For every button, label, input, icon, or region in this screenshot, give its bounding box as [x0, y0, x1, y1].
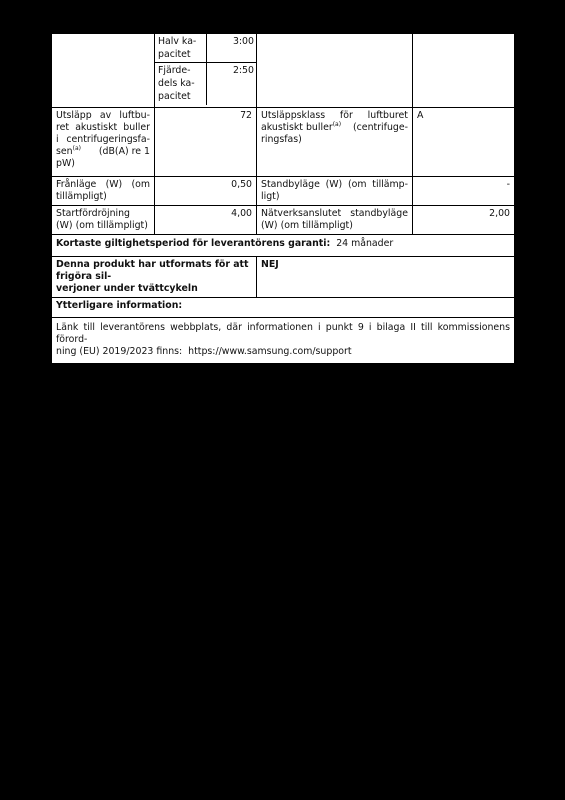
guarantee-cell	[52, 235, 515, 257]
off-mode-value: 0,50	[155, 177, 257, 206]
link-text-line2: ning (EU) 2019/2023 finns:	[56, 346, 183, 357]
capacity-half-label: Halv ka- pacitet	[155, 34, 206, 63]
capacity-half-value: 3:00	[206, 34, 257, 63]
capacity-quarter-value: 2:50	[206, 63, 257, 106]
link-cell	[52, 318, 515, 364]
guarantee-value: 24 månader	[336, 238, 394, 249]
guarantee-label: Kortaste giltighetsperiod för leverantörens garanti:	[56, 238, 331, 249]
delay-start-label: Startfördröjning (W) (om tillämpligt)	[52, 206, 155, 235]
document-sheet	[51, 33, 514, 364]
noise-label: Utsläpp av luftbu- ret akustiskt buller i centrifugeringsfa- sen$^{(a)}$ (dB(A) re 1 pW)	[52, 108, 155, 177]
capacity-row	[52, 34, 515, 108]
noise-class-label: Utsläppsklass för luftburet akustiskt buller$^{(a)}$ (centrifuge- ringsfas)	[257, 108, 413, 177]
off-mode-row	[52, 177, 515, 206]
guarantee-row	[52, 235, 515, 257]
empty-cell	[257, 34, 413, 108]
capacity-quarter-row	[155, 63, 257, 106]
networked-standby-label: Nätverksanslutet standbyläge (W) (om tillämpligt)	[257, 206, 413, 235]
product-info-table	[51, 33, 515, 364]
silver-ions-label: Denna produkt har utformats för att frigöra sil- verjoner under tvättcykeln	[52, 257, 257, 298]
standby-label: Standbyläge (W) (om tillämp- ligt)	[257, 177, 413, 206]
delay-start-row	[52, 206, 515, 235]
capacity-half-row	[155, 34, 257, 63]
capacity-subtable	[155, 34, 257, 105]
empty-cell	[52, 34, 155, 108]
link-row	[52, 318, 515, 364]
standby-value: -	[413, 177, 515, 206]
capacity-quarter-label: Fjärde- dels ka- pacitet	[155, 63, 206, 106]
additional-info-label: Ytterligare information:	[52, 298, 515, 318]
noise-row	[52, 108, 515, 177]
noise-class-value: A	[413, 108, 515, 177]
silver-ions-row	[52, 257, 515, 298]
noise-value: 72	[155, 108, 257, 177]
silver-ions-value: NEJ	[257, 257, 515, 298]
capacity-subtable-cell	[155, 34, 257, 108]
off-mode-label: Frånläge (W) (om tillämpligt)	[52, 177, 155, 206]
support-link[interactable]: https://www.samsung.com/support	[188, 346, 352, 357]
empty-cell	[413, 34, 515, 108]
networked-standby-value: 2,00	[413, 206, 515, 235]
link-text-line1: Länk till leverantörens webbplats, där informationen i punkt 9 i bilaga II till kommissionens förord-	[56, 322, 510, 345]
delay-start-value: 4,00	[155, 206, 257, 235]
additional-info-row	[52, 298, 515, 318]
